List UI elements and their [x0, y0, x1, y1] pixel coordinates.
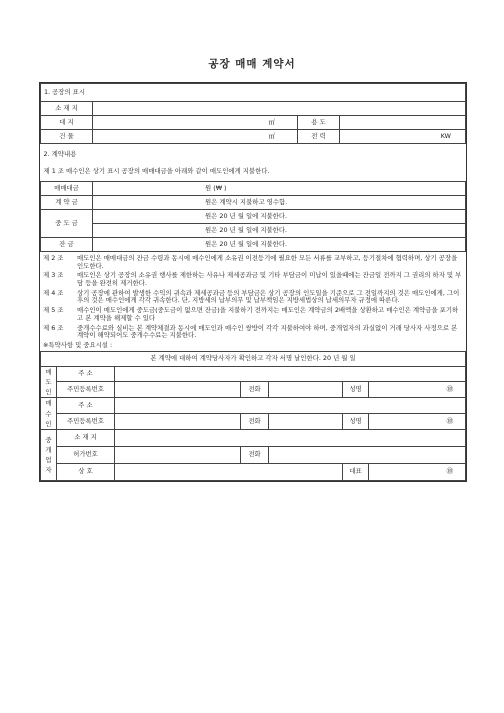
seller-id-field[interactable] — [115, 382, 241, 398]
confirmation-text: 본 계약에 대하여 계약당사자가 확인하고 각자 서명 날인한다. 20 년 월 일 — [41, 351, 466, 366]
article-text: 매도인은 상기 공장의 소유권 행사를 제한하는 사유나 제세공과금 및 기타 부담금이 미납이 있을때에는 잔금일 전까지 그 권리의 하자 및 부담 등을 완전히 제거한다. — [77, 271, 462, 288]
broker-company-field[interactable] — [115, 464, 343, 481]
buyer-label: 매 수 인 — [41, 398, 57, 430]
seller-phone-field[interactable] — [269, 382, 343, 398]
special-terms[interactable]: ※특약사항 및 중요시설 : — [43, 340, 113, 349]
use-field[interactable] — [340, 116, 466, 130]
buyer-address-label: 주 소 — [57, 398, 115, 414]
article-text: 매도인은 매매대금의 잔금 수령과 동시에 매수인에게 소유권 이전등기에 필요한 모든 서류를 교부하고, 등기절차에 협력하며, 상기 공장을 인도한다. — [77, 254, 458, 270]
section2-heading: 2. 계약내용 — [43, 149, 77, 158]
middle-field-2[interactable]: 원은 20 년 월 일에 지불한다. — [93, 224, 466, 238]
deposit-label: 계 약 금 — [41, 196, 93, 210]
section1-heading: 1. 공장의 표시 — [41, 84, 466, 102]
article-row — [40, 271, 466, 288]
deposit-field[interactable]: 원은 계약시 지불하고 영수함. — [93, 196, 466, 210]
building-label: 건 물 — [41, 130, 93, 144]
article-text: 중개수수료와 실비는 본 계약체결과 동시에 매도인과 매수인 쌍방이 각각 지불하여야 하며, 중개업자의 과실없이 거래 당사자 사정으로 본 계약이 해약되어도 중개수수료는 지불한다. — [77, 323, 458, 340]
buyer-address-field[interactable] — [115, 398, 466, 414]
seller-address-label: 주 소 — [57, 366, 115, 382]
article-row — [40, 252, 466, 271]
buyer-id-field[interactable] — [115, 414, 241, 430]
power-label: 전 력 — [298, 130, 340, 144]
article-row — [40, 324, 466, 341]
buyer-seal-icon: ㊞ — [369, 414, 466, 430]
power-field[interactable]: KW — [340, 130, 466, 144]
broker-rep-label: 대표 — [343, 464, 369, 481]
article-text: 매수인이 매도인에게 중도금(중도금이 없으면 잔금)을 지불하기 전까지는 매도인은 계약금의 2배액을 상환하고 매수인은 계약금을 포기하고 본 계약을 해제할 수 있다 — [77, 306, 459, 322]
balance-label: 잔 금 — [41, 238, 93, 252]
broker-phone-label: 전화 — [241, 447, 269, 464]
broker-phone-field[interactable] — [269, 447, 466, 464]
seller-phone-label: 전화 — [241, 382, 269, 398]
broker-license-label: 허가번호 — [57, 447, 115, 464]
seller-id-label: 주민등록번호 — [57, 382, 115, 398]
seller-name-label: 성명 — [343, 382, 369, 398]
article-row — [40, 306, 466, 323]
article-number: 제 2 조 — [43, 254, 64, 262]
land-area-field[interactable]: ㎡ — [93, 116, 298, 130]
contract-form — [39, 82, 467, 482]
buyer-phone-label: 전화 — [241, 414, 269, 430]
use-label: 용 도 — [298, 116, 340, 130]
buyer-name-label: 성명 — [343, 414, 369, 430]
broker-seal-icon: ㊞ — [369, 464, 466, 481]
balance-field[interactable]: 원은 20 년 월 일에 지불한다. — [93, 238, 466, 252]
article-row — [40, 289, 466, 306]
broker-license-field[interactable] — [115, 447, 241, 464]
location-field[interactable] — [93, 102, 466, 116]
broker-location-field[interactable] — [115, 430, 466, 447]
location-label: 소 재 지 — [41, 102, 93, 116]
buyer-id-label: 주민등록번호 — [57, 414, 115, 430]
broker-company-label: 상 호 — [57, 464, 115, 481]
price-field[interactable]: 원 (₩ ) — [93, 182, 466, 196]
article-number: 제 3 조 — [43, 271, 64, 280]
seller-address-field[interactable] — [115, 366, 466, 382]
broker-label: 중 개 업 자 — [41, 430, 57, 481]
payment-table — [40, 144, 466, 252]
property-table — [40, 83, 466, 144]
articles — [40, 252, 466, 351]
seller-label: 매 도 인 — [41, 366, 57, 398]
article-number: 제 6 조 — [43, 323, 64, 332]
broker-location-label: 소 재 지 — [57, 430, 115, 447]
document-title: 공장 매매 계약서 — [208, 58, 296, 70]
land-label: 대 지 — [41, 116, 93, 130]
parties-table — [40, 351, 466, 482]
price-label: 매매대금 — [41, 182, 93, 196]
seller-seal-icon: ㊞ — [369, 382, 466, 398]
article-number: 제 4 조 — [43, 288, 64, 297]
article-number: 제 5 조 — [43, 306, 64, 315]
building-area-field[interactable]: ㎡ — [93, 130, 298, 144]
buyer-phone-field[interactable] — [269, 414, 343, 430]
article-text: 상기 공장에 관하여 발생한 수익의 귀속과 제세공과금 등의 부담금은 상기 공장의 인도일을 기준으로 그 전일까지의 것은 매도인에게, 그이후의 것은 매수인에게 각각 귀속한다. 단, 지방세의 납부의무 및 납부책임은 지방세법상의 납세의무자 규정에 따른다. — [77, 288, 460, 305]
article1: 제 1 조 매수인은 상기 표시 공장의 매매대금을 아래와 같이 매도인에게 지불한다. — [43, 166, 270, 175]
middle-field-1[interactable]: 원은 20 년 월 일에 지불한다. — [93, 210, 466, 224]
middle-label: 중 도 금 — [41, 210, 93, 238]
